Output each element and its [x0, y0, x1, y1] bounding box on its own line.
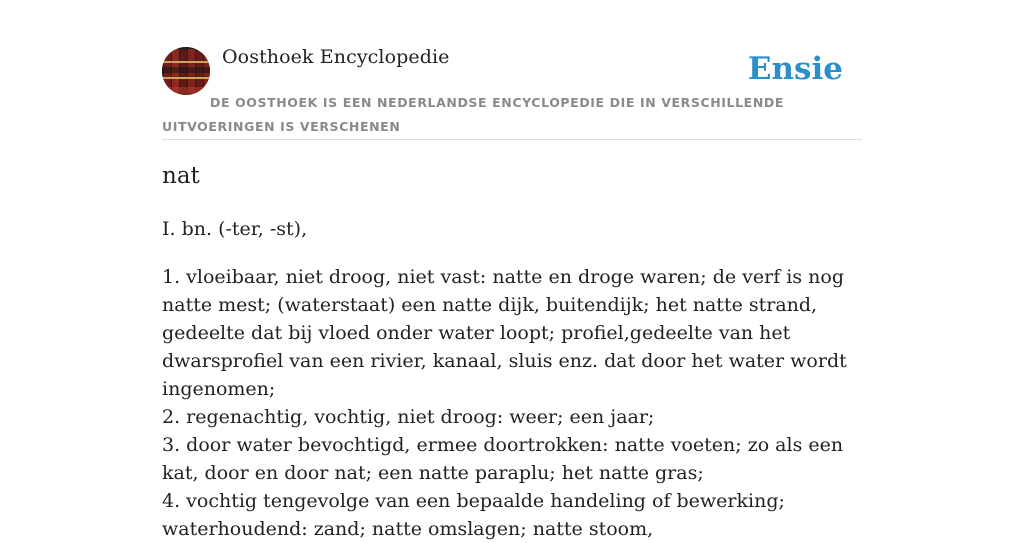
definition-item: 4. vochtig tengevolge van een bepaalde handeling of bewerking; waterhoudend: zand; natte omslagen; natte stoom, — [162, 490, 785, 540]
entry-definitions — [162, 263, 862, 543]
site-title[interactable]: Oosthoek Encyclopedie — [222, 46, 450, 68]
site-tagline: DE OOSTHOEK IS EEN NEDERLANDSE ENCYCLOPEDIE DIE IN VERSCHILLENDE UITVOERINGEN IS VERSCHENEN — [162, 95, 784, 134]
brand-logo[interactable]: Ensie — [747, 51, 843, 87]
definition-item: 2. regenachtig, vochtig, niet droog: weer; een jaar; — [162, 406, 655, 428]
definition-item: 1. vloeibaar, niet droog, niet vast: natte en droge waren; de verf is nog natte mest; (waterstaat) een natte dijk, buitendijk; het natte strand, gedeelte dat bij vloed onder water loopt; profiel,gedeelte van het dwarsprofiel van een rivier, kanaal, sluis enz. dat door het water wordt ingenomen; — [162, 266, 847, 400]
header-divider — [162, 139, 862, 140]
entry-headword: nat — [162, 163, 200, 189]
entry-part-of-speech: I. bn. (-ter, -st), — [162, 218, 308, 240]
book-spines-icon — [162, 47, 210, 95]
site-avatar[interactable] — [162, 47, 210, 95]
definition-item: 3. door water bevochtigd, ermee doortrokken: natte voeten; zo als een kat, door en door nat; een natte paraplu; het natte gras; — [162, 434, 844, 484]
